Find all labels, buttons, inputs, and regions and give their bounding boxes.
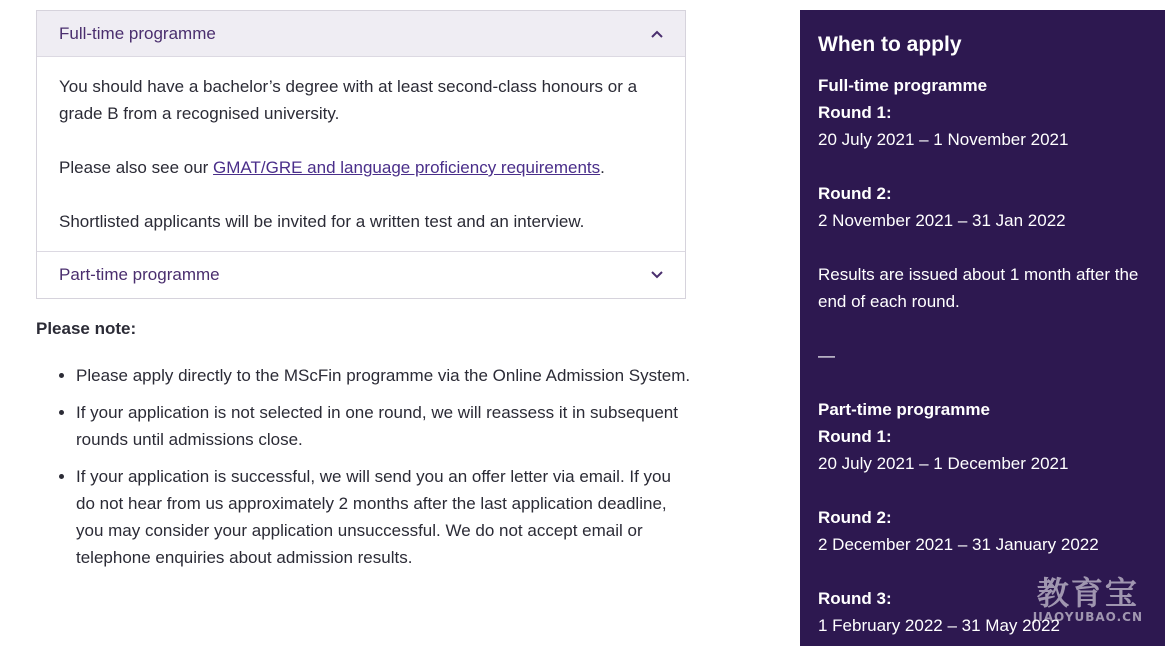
shortlist-text: Shortlisted applicants will be invited for a written test and an interview. bbox=[59, 212, 585, 231]
pt-round1-label: Round 1: bbox=[818, 427, 892, 446]
note-list bbox=[36, 362, 691, 581]
section-divider: — bbox=[818, 346, 835, 365]
pt-round2-label: Round 2: bbox=[818, 508, 892, 527]
requirements-accordion bbox=[36, 10, 686, 299]
fulltime-heading: Full-time programme bbox=[818, 76, 988, 95]
note-item: • If your application is successful, we will send you an offer letter via email. If you do not hear from us approximately 2 months after the last application deadline, you may consider your application unsuccessful. We do not accept email or telephone enquiries about admission results. bbox=[76, 463, 691, 571]
watermark-main-text: 教育宝 bbox=[1036, 574, 1139, 612]
degree-requirement-text: You should have a bachelor’s degree with at least second-class honours or a grade B from a recognised university. bbox=[59, 77, 638, 123]
pt-round3-label: Round 3: bbox=[818, 589, 892, 608]
ft-round2-label: Round 2: bbox=[818, 184, 892, 203]
when-to-apply-panel bbox=[800, 10, 1165, 646]
gmat-prefix-text: Please also see our bbox=[59, 158, 214, 177]
pt-round3-dates: 1 February 2022 – 31 May 2022 bbox=[818, 616, 1060, 635]
fulltime-accordion-body bbox=[37, 57, 685, 251]
gmat-suffix-text: . bbox=[600, 158, 605, 177]
results-note: Results are issued about 1 month after the end of each round. bbox=[818, 265, 1139, 311]
fulltime-accordion-title: Full-time programme bbox=[59, 23, 216, 43]
panel-title: When to apply bbox=[818, 33, 962, 56]
ft-round1-label: Round 1: bbox=[818, 103, 892, 122]
fulltime-accordion-header[interactable] bbox=[37, 11, 685, 57]
parttime-accordion-title: Part-time programme bbox=[59, 265, 220, 284]
pt-round1-dates: 20 July 2021 – 1 December 2021 bbox=[818, 454, 1069, 473]
parttime-heading: Part-time programme bbox=[818, 400, 990, 419]
parttime-accordion-header[interactable] bbox=[37, 251, 685, 298]
chevron-up-icon[interactable] bbox=[651, 28, 663, 40]
note-item: • Please apply directly to the MScFin programme via the Online Admission System. bbox=[76, 362, 691, 389]
gmat-requirements-link[interactable]: GMAT/GRE and language proficiency requirements bbox=[213, 158, 601, 177]
ft-round1-dates: 20 July 2021 – 1 November 2021 bbox=[818, 130, 1069, 149]
watermark-logo bbox=[1033, 576, 1143, 624]
gmat-paragraph bbox=[59, 154, 663, 181]
chevron-down-icon[interactable] bbox=[651, 269, 663, 281]
ft-round2-dates: 2 November 2021 – 31 Jan 2022 bbox=[818, 211, 1066, 230]
watermark-sub-text: JIAOYUBAO.CN bbox=[1032, 610, 1143, 624]
note-item: • If your application is not selected in one round, we will reassess it in subsequent rounds until admissions close. bbox=[76, 399, 691, 453]
pt-round2-dates: 2 December 2021 – 31 January 2022 bbox=[818, 535, 1099, 554]
note-heading: Please note: bbox=[36, 319, 137, 338]
